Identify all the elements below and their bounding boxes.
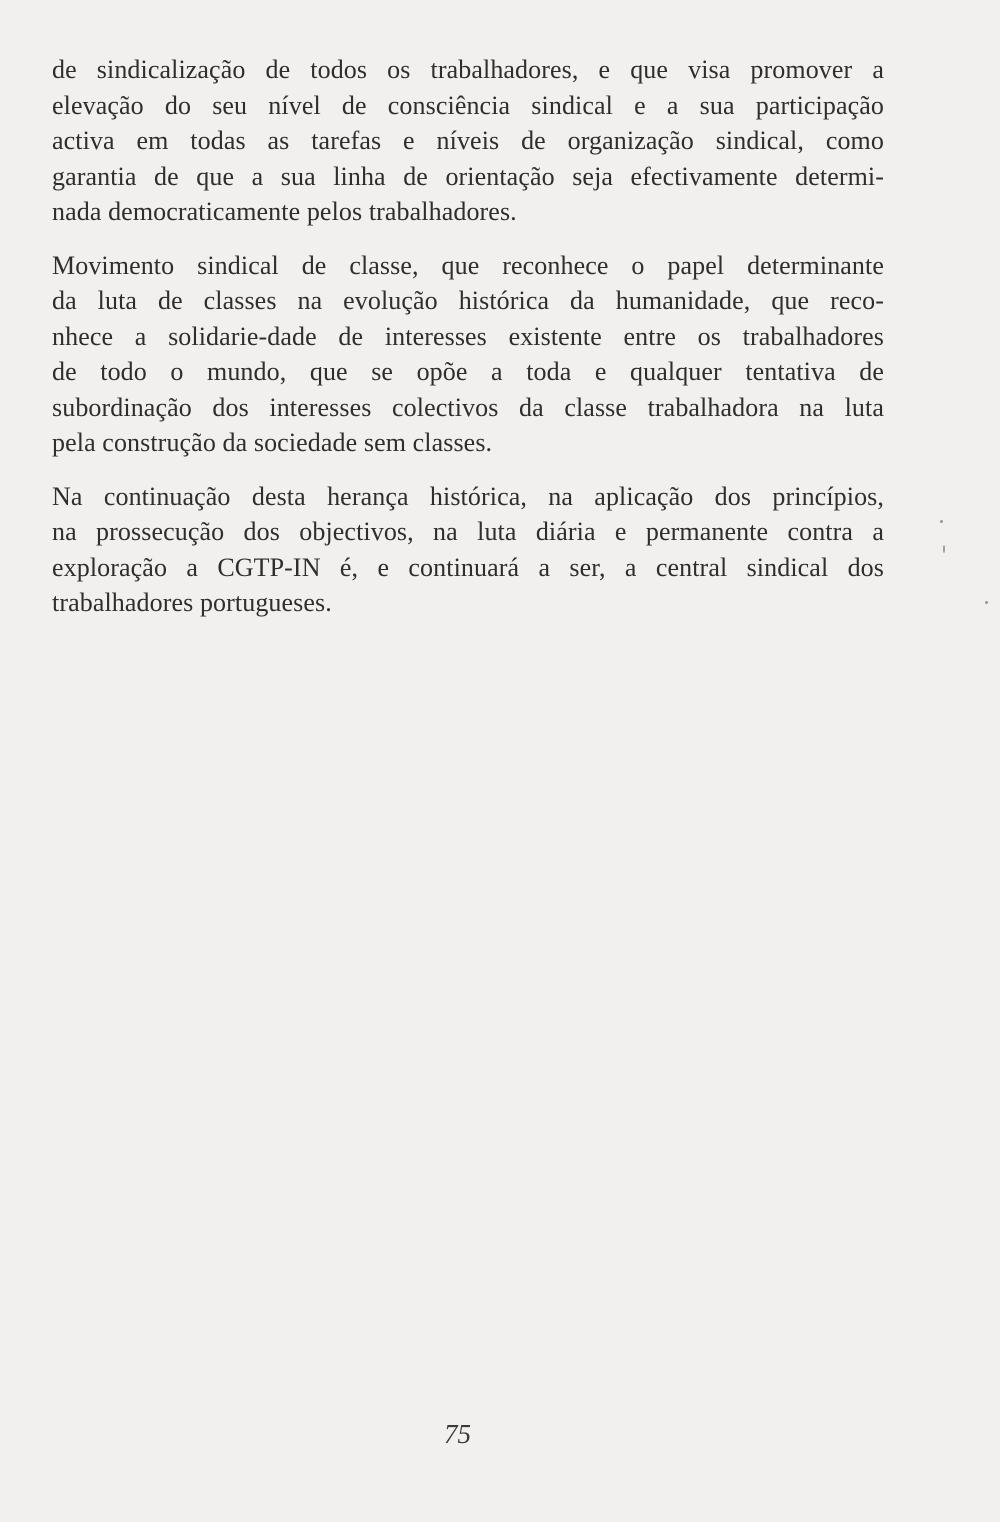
text-line: activa em todas as tarefas e níveis de organização sindical, como bbox=[52, 126, 884, 155]
text-line: Na continuação desta herança histórica, na aplicação dos princípios, bbox=[52, 481, 884, 511]
text-line: trabalhadores portugueses. bbox=[52, 588, 332, 617]
page-number: 75 bbox=[444, 1419, 471, 1449]
scan-speck bbox=[985, 601, 988, 604]
paragraph-3 bbox=[52, 479, 884, 621]
text-line: Movimento sindical de classe, que reconhece o papel determinante bbox=[52, 250, 884, 280]
paragraph-2 bbox=[52, 248, 884, 461]
body-text bbox=[52, 52, 884, 639]
text-line: da luta de classes na evolução histórica da humanidade, que reco- bbox=[52, 286, 884, 315]
text-line: de sindicalização de todos os trabalhadores, e que visa promover a bbox=[52, 55, 884, 84]
paragraph-1 bbox=[52, 52, 884, 230]
text-line: na prossecução dos objectivos, na luta diária e permanente contra a bbox=[52, 517, 884, 546]
text-line: elevação do seu nível de consciência sindical e a sua participação bbox=[52, 90, 884, 120]
text-line: pela construção da sociedade sem classes. bbox=[52, 428, 493, 457]
scan-speck bbox=[940, 520, 943, 523]
text-line: nhece a solidarie-dade de interesses existente entre os trabalhadores bbox=[52, 321, 884, 351]
text-line: de todo o mundo, que se opõe a toda e qualquer tentativa de bbox=[52, 357, 884, 386]
scan-speck bbox=[943, 545, 945, 553]
text-line: exploração a CGTP-IN é, e continuará a ser, a central sindical dos bbox=[52, 552, 884, 582]
text-line: subordinação dos interesses colectivos da classe trabalhadora na luta bbox=[52, 392, 884, 422]
text-line: garantia de que a sua linha de orientação seja efectivamente determi- bbox=[52, 161, 884, 191]
text-line: nada democraticamente pelos trabalhadores. bbox=[52, 197, 517, 226]
